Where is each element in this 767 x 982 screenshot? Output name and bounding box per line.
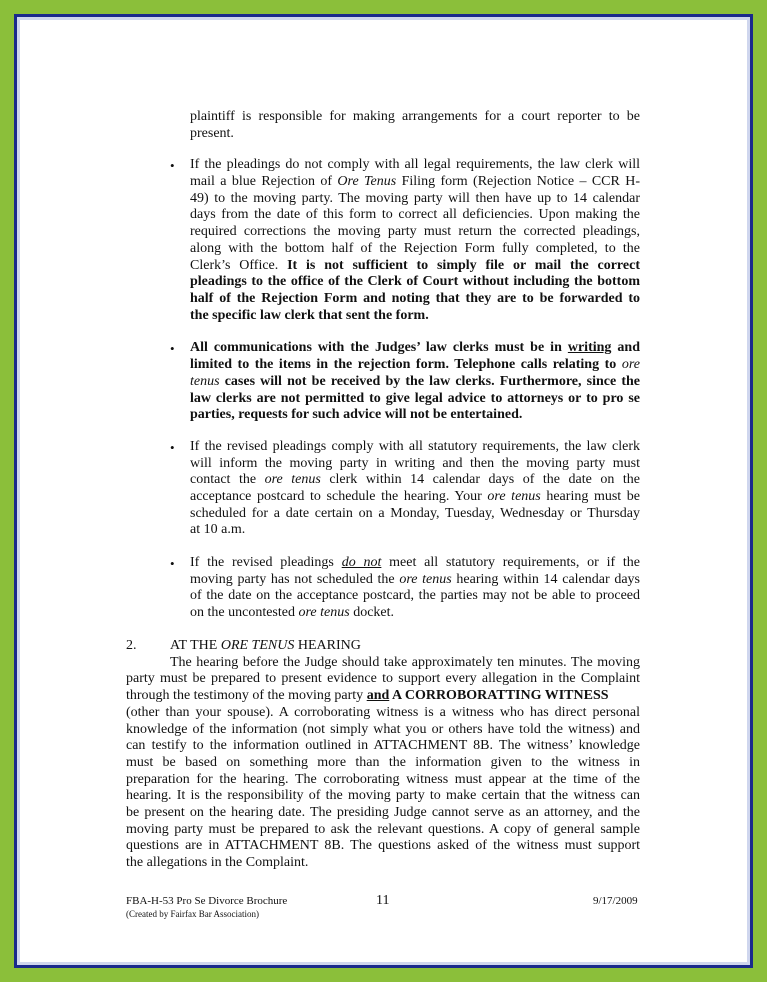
document-page — [20, 20, 747, 962]
footer-credit: (Created by Fairfax Bar Association) — [126, 909, 259, 919]
bullet3-line-5: scheduled for a date certain on a Monday, Tuesday, Wednesday or Thursday — [190, 506, 640, 521]
bullet3-line-3: contact the ore tenus clerk within 14 calendar days of the date on the — [190, 472, 641, 487]
bullet3-line-6: at 10 a.m. — [190, 522, 246, 537]
bullet3-line-2: will inform the moving party in writing and then the moving party must — [190, 456, 640, 471]
bullet-marker: • — [170, 556, 175, 571]
bullet2-line-2: limited to the items in the rejection form. Telephone calls relating to ore — [190, 357, 640, 372]
section-line-9: hearing. It is the responsibility of the moving party to make certain that the witness can — [126, 788, 640, 803]
section-line-10: be present on the hearing date. The presiding Judge cannot serve as an attorney, and the — [126, 805, 640, 820]
top-fragment-line-1: plaintiff is responsible for making arrangements for a court reporter to be — [190, 109, 640, 124]
bullet1-line-1: If the pleadings do not comply with all legal requirements, the law clerk will — [190, 157, 640, 172]
bullet1-line-6: along with the bottom half of the Rejection Form fully completed, to the — [190, 241, 640, 256]
bullet4-line-1: If the revised pleadings do not meet all statutory requirements, or if the — [190, 555, 641, 570]
section-line-8: preparation for the hearing. The corroborating witness must appear at the time of the — [126, 772, 640, 787]
bullet2-line-3: tenus cases will not be received by the law clerks. Furthermore, since the — [190, 374, 640, 389]
bullet3-line-1: If the revised pleadings comply with all statutory requirements, the law clerk — [190, 439, 640, 454]
section-heading: AT THE ORE TENUS HEARING — [170, 638, 361, 653]
bullet1-line-3: 49) to the moving party. The moving party will then have up to 14 calendar — [190, 191, 640, 206]
bullet2-line-5: parties, requests for such advice will not be entertained. — [190, 407, 523, 422]
bullet3-line-4: acceptance postcard to schedule the hearing. Your ore tenus hearing must be — [190, 489, 640, 504]
bullet1-line-5: required corrections the moving party must return the corrected pleadings, — [190, 224, 640, 239]
bullet1-line-9: half of the Rejection Form and noting that they are to be forwarded to — [190, 291, 640, 306]
bullet4-line-3: of the date on the acceptance postcard, the parties may not be able to proceed — [190, 588, 640, 603]
section-line-6: can testify to the information outlined in ATTACHMENT 8B. The witness’ knowledge — [126, 738, 640, 753]
section-number: 2. — [126, 638, 137, 653]
section-line-11: moving party must be prepared to ask the relevant questions. A copy of general sample — [126, 822, 640, 837]
bullet-marker: • — [170, 341, 175, 356]
section-line-5: knowledge of the information (not simply what you or others have told the witness) and — [126, 722, 640, 737]
section-line-12: questions are in ATTACHMENT 8B. The questions asked of the witness must support — [126, 838, 640, 853]
footer-doc-title: FBA-H-53 Pro Se Divorce Brochure — [126, 895, 288, 907]
bullet4-line-2: moving party has not scheduled the ore tenus hearing within 14 calendar days — [190, 572, 640, 587]
section-line-4: (other than your spouse). A corroborating witness is a witness who has direct personal — [126, 705, 640, 720]
bullet4-line-4: on the uncontested ore tenus docket. — [190, 605, 395, 620]
bullet1-line-2: mail a blue Rejection of Ore Tenus Filing form (Rejection Notice – CCR H- — [190, 174, 640, 189]
page-number: 11 — [376, 893, 390, 908]
top-fragment-line-2: present. — [190, 126, 234, 141]
section-line-7: must be based on something more than the information given to the witness in — [126, 755, 640, 770]
bullet2-line-1: All communications with the Judges’ law clerks must be in writing and — [190, 340, 640, 355]
bullet1-line-4: days from the date of this form to correct all deficiencies. Upon making the — [190, 207, 640, 222]
bullet1-line-8: pleadings to the office of the Clerk of Court without including the bottom — [190, 274, 640, 289]
section-line-13: the allegations in the Complaint. — [126, 855, 309, 870]
footer-date: 9/17/2009 — [593, 895, 638, 907]
section-line-1: The hearing before the Judge should take approximately ten minutes. The moving — [170, 655, 640, 670]
bullet2-line-4: law clerks are not permitted to give legal advice to attorneys or to pro se — [190, 391, 640, 406]
section-line-3: through the testimony of the moving party and A CORROBORATTING WITNESS — [126, 688, 609, 703]
bullet-marker: • — [170, 440, 175, 455]
bullet-marker: • — [170, 158, 175, 173]
section-line-2: party must be prepared to present evidence to support every allegation in the Complaint — [126, 671, 640, 686]
bullet1-line-10: the specific law clerk that sent the form. — [190, 308, 429, 323]
bullet1-line-7: Clerk’s Office. It is not sufficient to simply file or mail the correct — [190, 258, 640, 273]
